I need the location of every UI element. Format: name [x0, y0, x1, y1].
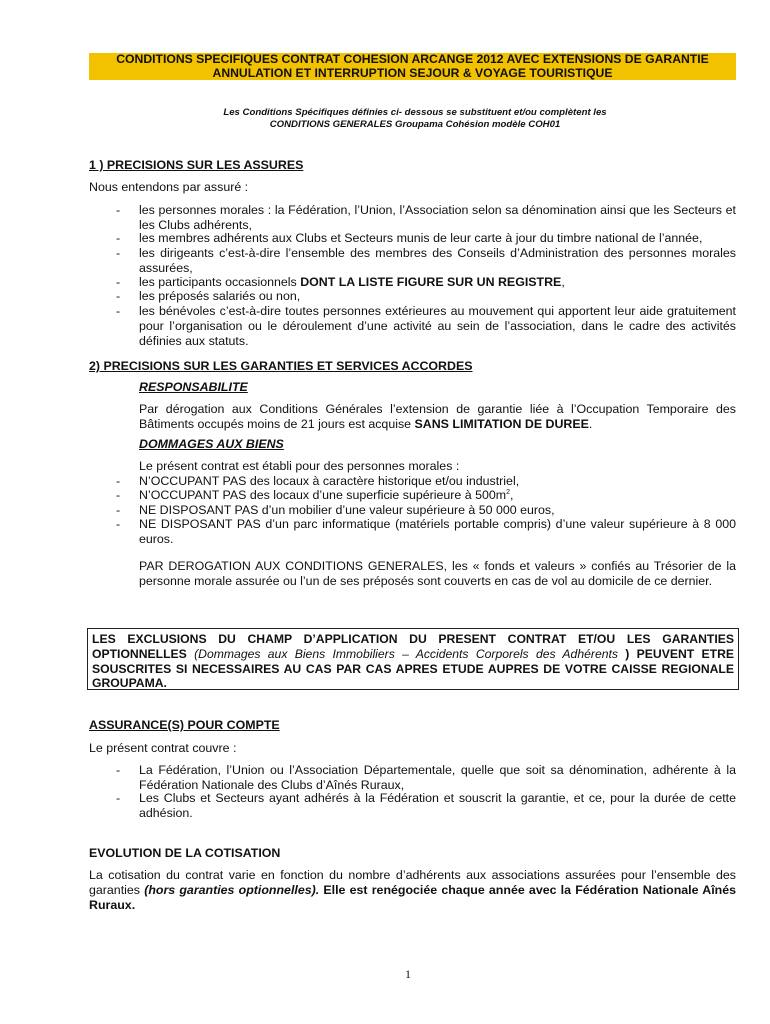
list-item: NE DISPOSANT PAS d’un mobilier d’une valeur supérieure à 50 000 euros, [139, 503, 555, 517]
bullet-dash: - [116, 289, 121, 303]
bullet-dash: - [116, 517, 121, 531]
list-item-text: les participants occasionnels [139, 275, 297, 289]
section1-lead: Nous entendons par assuré : [89, 180, 249, 194]
responsabilite-title: RESPONSABILITE [139, 380, 248, 394]
assurance-heading: ASSURANCE(S) POUR COMPTE [89, 718, 280, 732]
list-item: les membres adhérents aux Clubs et Secteurs munis de leur carte à jour du timbre national de l’année, [139, 231, 703, 245]
intro-line-1: Les Conditions Spécifiques définies ci- dessous se substituent et/ou complètent les [223, 107, 607, 118]
responsabilite-end: . [588, 416, 593, 431]
page-number: 1 [405, 967, 411, 981]
bullet-dash: - [116, 304, 121, 318]
list-item: N’OCCUPANT PAS des locaux à caractère historique et/ou industriel, [139, 474, 520, 488]
list-item [139, 275, 736, 290]
list-item-end: , [509, 488, 514, 502]
document-title-band [89, 53, 736, 80]
evolution-heading: EVOLUTION DE LA COTISATION [89, 846, 281, 860]
exclusions-italic: (Dommages aux Biens Immobiliers – Accidents Corporels des Adhérents [194, 646, 618, 661]
superscript: 2 [506, 488, 510, 496]
bullet-dash: - [116, 763, 121, 777]
list-item: La Fédération, l’Union ou l’Association Départementale, quelle que soit sa dénomination, adhérente à la Fédération Nationale des Clubs d’Aînés Ruraux, [139, 763, 736, 792]
exclusions-box [87, 628, 739, 690]
list-item: NE DISPOSANT PAS d’un parc informatique (matériels portable compris) d’une valeur supérieure à 8 000 euros. [139, 517, 736, 546]
derogation-paragraph: PAR DEROGATION AUX CONDITIONS GENERALES, les « fonds et valeurs » confiés au Trésorier de la personne morale assurée ou l’un de ses préposés sont couverts en cas de vol au domicile de ce dernier. [139, 559, 736, 588]
list-item: les bénévoles c’est-à-dire toutes personnes extérieures au mouvement qui apportent leur aide gratuitement pour l’organisation ou le déroulement d’une activité au sein de l’association, dans le cadre des activités définies aux statuts. [139, 304, 736, 348]
bullet-dash: - [116, 275, 121, 289]
title-line-1: CONDITIONS SPECIFIQUES CONTRAT COHESION ARCANGE 2012 AVEC EXTENSIONS DE GARANTIE [116, 52, 709, 66]
list-item: les préposés salariés ou non, [139, 289, 301, 303]
bullet-dash: - [116, 474, 121, 488]
title-line-2: ANNULATION ET INTERRUPTION SEJOUR & VOYAGE TOURISTIQUE [212, 65, 613, 80]
list-item: les dirigeants c’est-à-dire l’ensemble des membres des Conseils d’Administration des personnes morales assurées, [139, 246, 736, 275]
responsabilite-text [139, 402, 736, 432]
list-item-text: N’OCCUPANT PAS des locaux d’une superficie supérieure à 500m [139, 488, 507, 502]
evolution-bold: Elle est renégociée chaque année avec la Fédération Nationale Aînés Ruraux. [89, 882, 736, 912]
list-item-bold: DONT LA LISTE FIGURE SUR UN REGISTRE [300, 275, 562, 289]
bullet-dash: - [116, 791, 121, 805]
evolution-text: La cotisation du contrat varie en fonction du nombre d’adhérents aux associations assurées pour l’ensemble des garanties [89, 868, 736, 897]
bullet-dash: - [116, 231, 121, 245]
evolution-bold-italic: (hors garanties optionnelles). [144, 882, 320, 897]
evolution-paragraph [89, 868, 736, 912]
assurance-lead: Le présent contrat couvre : [89, 741, 237, 755]
dommages-lead: Le présent contrat est établi pour des personnes morales : [139, 459, 460, 473]
list-item [139, 488, 736, 503]
list-item: Les Clubs et Secteurs ayant adhérés à la Fédération et souscrit la garantie, et ce, pour la durée de cette adhésion. [139, 791, 736, 820]
bullet-dash: - [116, 246, 121, 260]
list-item: les personnes morales : la Fédération, l’Union, l’Association selon sa dénomination ainsi que les Secteurs et les Clubs adhérents, [139, 203, 736, 232]
bullet-dash: - [116, 503, 121, 517]
section2-heading: 2) PRECISIONS SUR LES GARANTIES ET SERVICES ACCORDES [89, 359, 473, 373]
list-item-end: , [561, 275, 565, 289]
intro-note [140, 107, 690, 130]
intro-line-2: CONDITIONS GENERALES Groupama Cohésion modèle COH01 [269, 118, 561, 130]
bullet-dash: - [116, 203, 121, 217]
bullet-dash: - [116, 488, 121, 502]
dommages-title: DOMMAGES AUX BIENS [139, 437, 284, 451]
exclusions-part1: LES EXCLUSIONS DU CHAMP D’APPLICATION DU PRESENT CONTRAT ET/OU LES GARANTIES OPTIONNELLES [92, 632, 734, 661]
responsabilite-bold: SANS LIMITATION DE DUREE [414, 416, 589, 431]
section1-heading: 1 ) PRECISIONS SUR LES ASSURES [89, 158, 304, 172]
exclusions-part2: ) PEUVENT ETRE SOUSCRITES SI NECESSAIRES AU CAS PAR CAS APRES ETUDE AUPRES DE VOTRE CAISSE REGIONALE GROUPAMA. [92, 646, 735, 691]
responsabilite-body: Par dérogation aux Conditions Générales l’extension de garantie liée à l’Occupation Temporaire des Bâtiments occupés moins de 21 jours est acquise [139, 402, 736, 431]
